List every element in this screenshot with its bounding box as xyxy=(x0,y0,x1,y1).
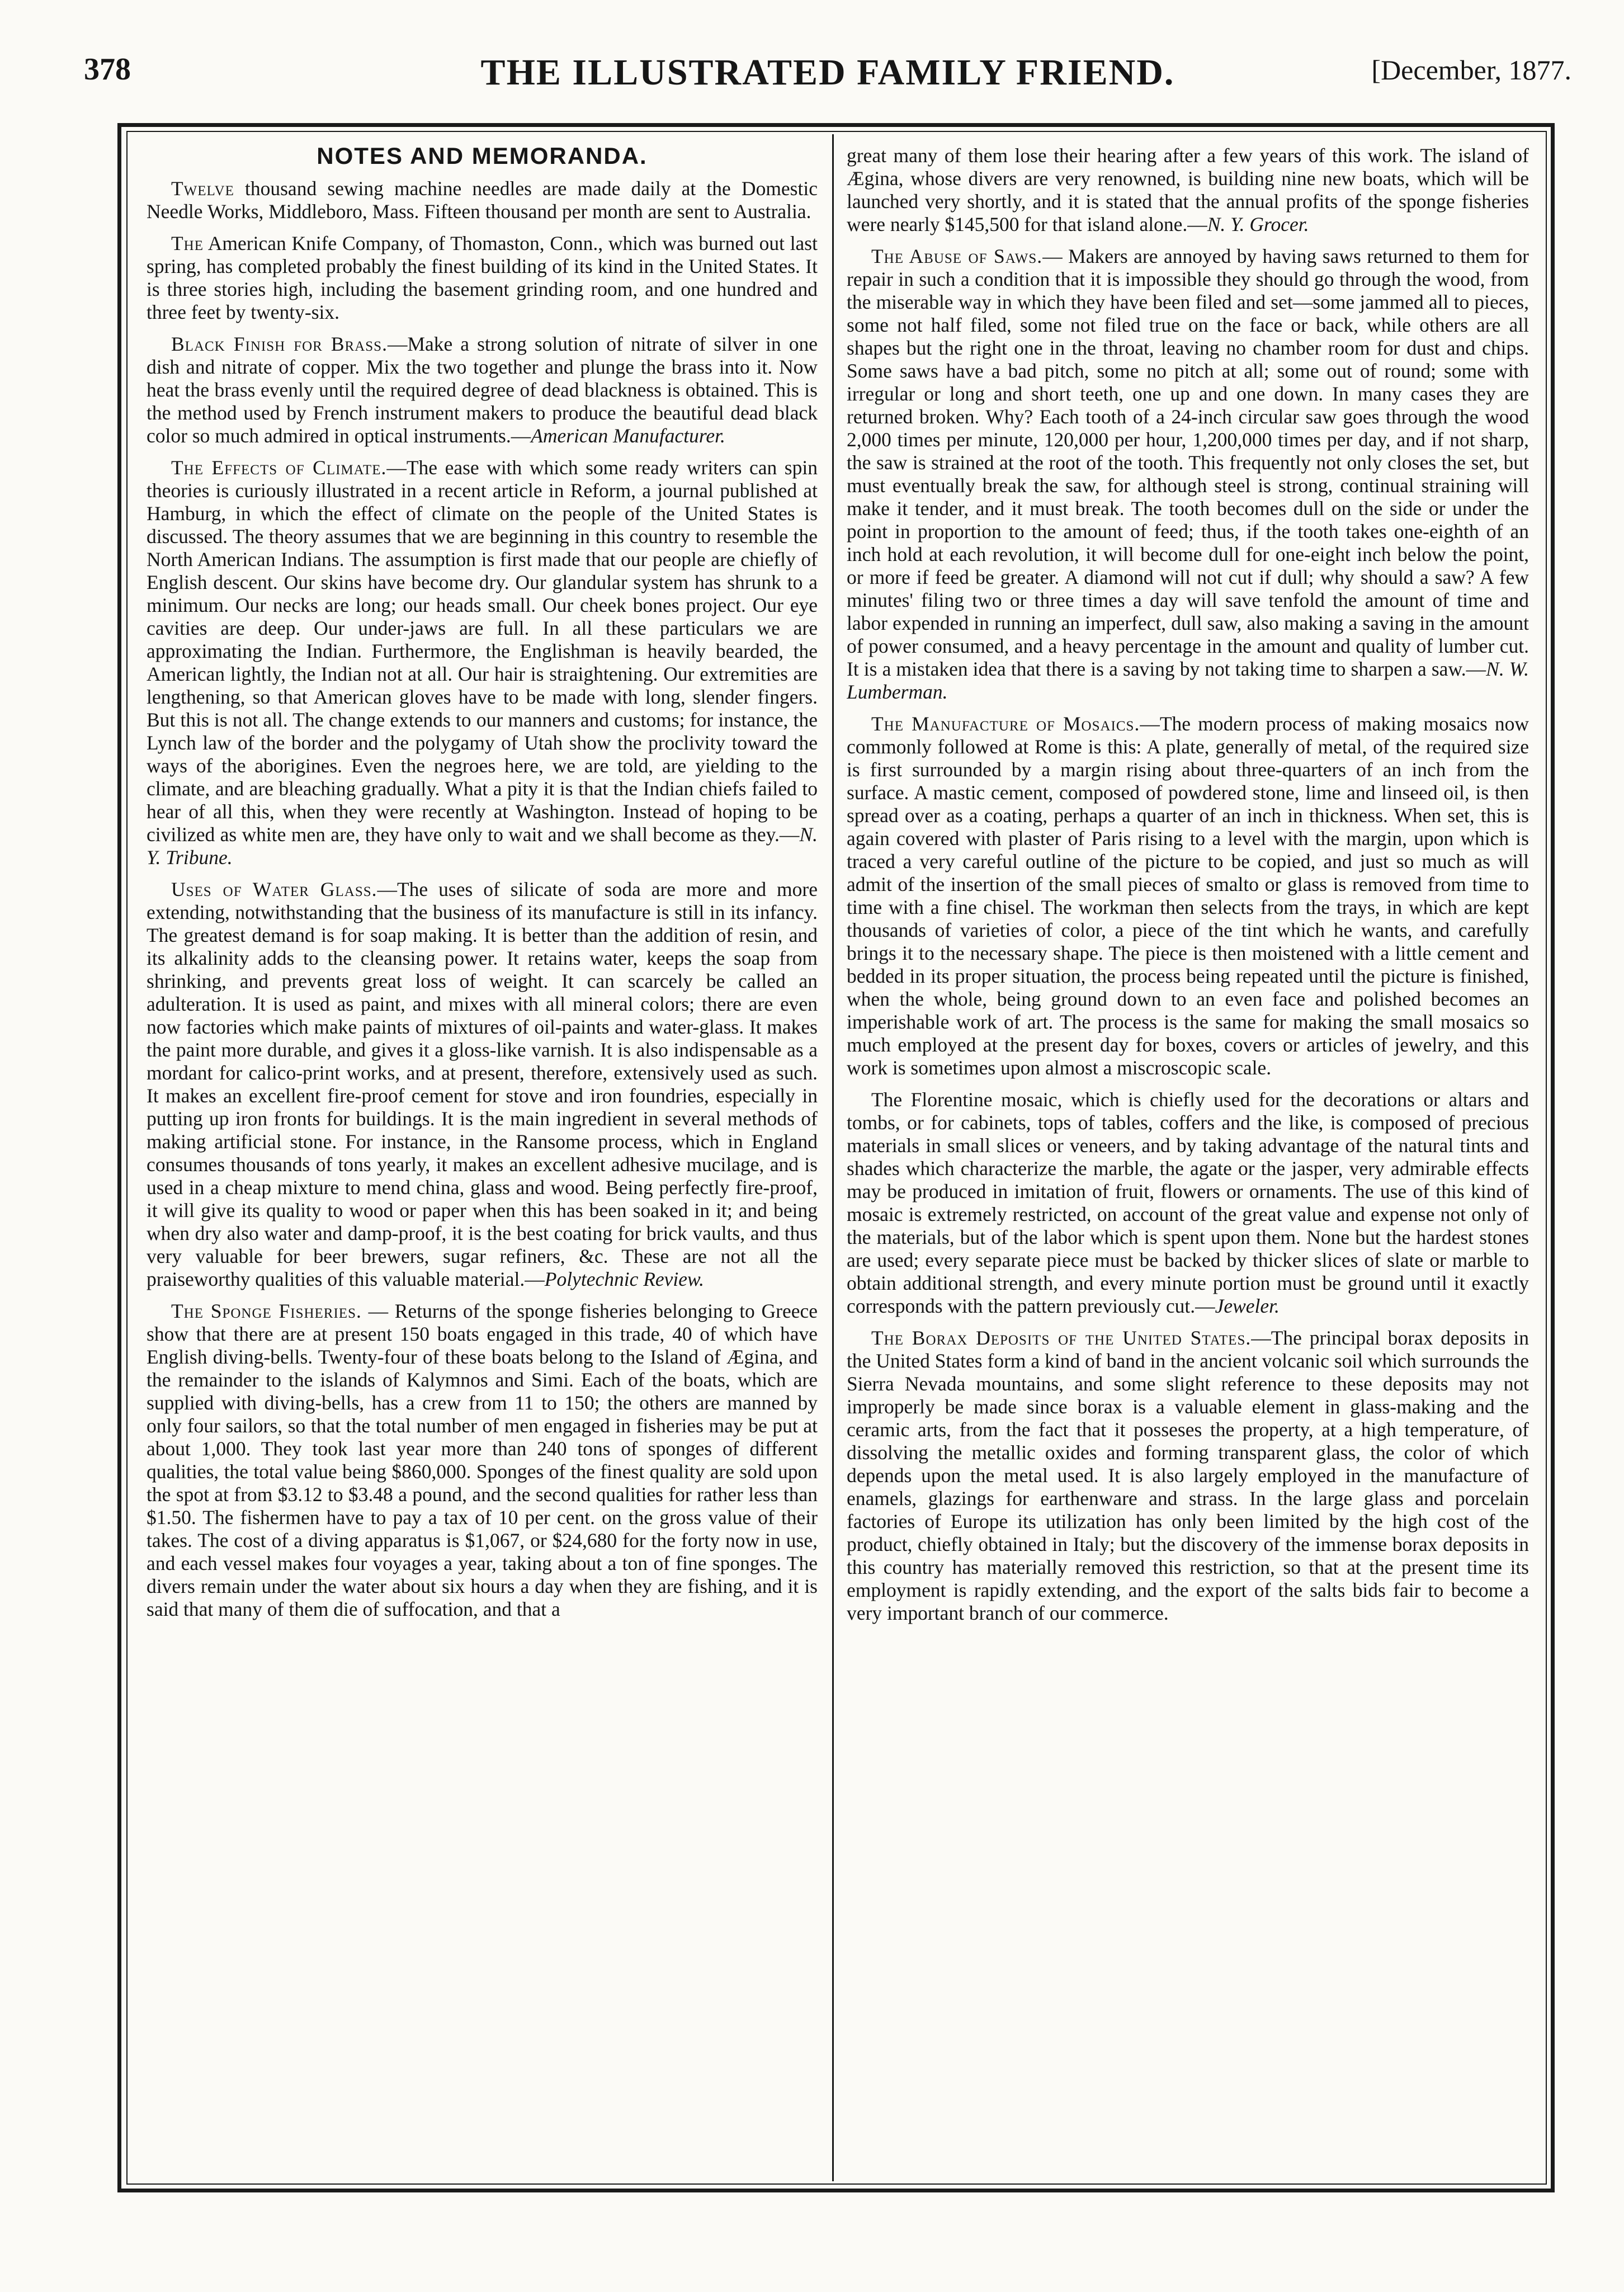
right-column xyxy=(847,144,1529,2163)
article-body: —The ease with which some ready writers can spin theories is curiously illustrated in a recent article in Reform, a journal published at Hamburg, in which the effect of climate on the people of the United States is discussed. The theory assumes that we are beginning in this country to resemble the North American Indians. The assumption is first made that our people are chiefly of English descent. Our skins have become dry. Our glandular system has shrunk to a minimum. Our necks are long; our heads small. Our cheek bones project. Our eye cavities are deep. Our under-jaws are full. In all these particulars we are approximating the Indian. Furthermore, the Englishman is heavily bearded, the American lightly, the Indian not at all. Our hair is straightening. Our extremities are lengthening, so that American gloves have to be made with long, slender fingers. But this is not all. The change extends to our manners and customs; for instance, the Lynch law of the border and the polygamy of Utah show the proclivity toward the ways of the aborigines. Even the negroes here, we are told, are yielding to the climate, and are bleaching gradually. What a pity it is that the Indian chiefs failed to hear of all this, when they were recently at Washington. Instead of hoping to be civilized as white men are, they have only to wait and we shall become as they.— xyxy=(147,456,818,846)
article-body: thousand sewing machine needles are made daily at the Domestic Needle Works, Middleboro, Mass. Fifteen thousand per month are sent to Australia. xyxy=(147,177,818,223)
article-lead: The xyxy=(171,232,204,254)
article-lead: Black Finish for Brass. xyxy=(171,333,388,355)
article-lead: The Effects of Climate. xyxy=(171,456,387,479)
article-body: American Knife Company, of Thomaston, Conn., which was burned out last spring, has completed probably the finest building of its kind in the United States. It is three stories high, including the basement grinding room, and one hundred and three feet by twenty-six. xyxy=(147,232,818,323)
article-florentine-mosaic xyxy=(847,1088,1529,1318)
article-lead: The Sponge Fisheries. xyxy=(171,1300,362,1322)
article-knife-company xyxy=(147,232,818,324)
article-source: Jeweler. xyxy=(1215,1295,1280,1317)
article-lead: The Abuse of Saws. xyxy=(871,245,1043,267)
article-black-finish xyxy=(147,333,818,447)
article-body: — Returns of the sponge fisheries belonging to Greece show that there are at present 150 boats engaged in this trade, 40 of which have English diving-bells. Twenty-four of these boats belong to the Island of Ægina, and the remainder to the islands of Kalymnos and Simi. Each of the boats, which are supplied with diving-bells, has a crew from 11 to 150; the others are manned by only four sailors, so that the total number of men engaged in fisheries may be put at about 1,000. They took last year more than 240 tons of sponges of different qualities, the total value being $860,000. Sponges of the finest quality are sold upon the spot at from $3.12 to $3.48 a pound, and the second qualities for rather less than $1.50. The fishermen have to pay a tax of 10 per cent. on the gross value of their takes. The cost of a diving apparatus is $1,067, or $24,680 for the forty now in use, and each vessel makes four voyages a year, taking about a ton of fine sponges. The divers remain under the water about six hours a day when they are fishing, and it is said that many of them die of suffocation, and that a xyxy=(147,1300,818,1620)
article-lead: Uses of Water Glass. xyxy=(171,878,377,900)
left-column xyxy=(147,144,818,2163)
journal-title: THE ILLUSTRATED FAMILY FRIEND. xyxy=(480,52,1175,93)
article-lead: The Manufacture of Mosaics. xyxy=(871,713,1140,735)
article-source: Polytechnic Review. xyxy=(544,1268,704,1290)
article-source: N. W. Lumberman. xyxy=(847,658,1529,703)
article-borax-deposits xyxy=(847,1327,1529,1625)
article-water-glass xyxy=(147,878,818,1291)
section-title: NOTES AND MEMORANDA. xyxy=(317,144,648,169)
article-body: — Makers are annoyed by having saws returned to them for repair in such a condition that it is impossible they should go through the wood, from the miserable way in which they have been filed and set—some jammed all to pieces, some not half filed, some not filed true on the face or back, while others are all shapes but the right one in the throat, leaving no chamber room for dust and chips. Some saws have a bad pitch, some no pitch at all; some out of round; some with irregular or long and short teeth, one up and one down. In many cases they are returned broken. Why? Each tooth of a 24-inch circular saw goes through the wood 2,000 times per minute, 120,000 per hour, 1,200,000 times per day, and if not sharp, the saw is strained at the root of the tooth. This frequently not only closes the set, but must eventually break the saw, for although steel is strong, continual straining will make it tender, and it must break. The tooth becomes dull on the side or under the point in proportion to the amount of feed; thus, if the tooth takes one-eighth of an inch hold at each revolution, it will become dull for one-eight inch below the point, or more if feed be greater. A diamond will not cut if dull; why should a saw? A few minutes' filing two or three times a day will save tenfold the amount of time and labor expended in running an imperfect, dull saw, also making a saving in the amount of power consumed, and a heavy percentage in the amount and quality of lumber cut. It is a mistaken idea that there is a saving by not taking time to sharpen a saw.— xyxy=(847,245,1529,680)
article-sponge-fisheries xyxy=(147,1300,818,1621)
article-sponge-continued xyxy=(847,144,1529,236)
article-source: N. Y. Tribune. xyxy=(147,823,818,869)
article-body: great many of them lose their hearing after a few years of this work. The island of Ægina, whose divers are very renowned, is building nine new boats, which will be launched very shortly, and it is stated that the annual profits of the sponge fisheries were nearly $145,500 for that island alone.— xyxy=(847,144,1529,235)
running-head xyxy=(84,51,1571,102)
article-effects-of-climate xyxy=(147,456,818,869)
article-body: —Make a strong solution of nitrate of silver in one dish and nitrate of copper. Mix the two together and plunge the brass into it. Now heat the brass evenly until the required degree of dead blackness is obtained. This is the method used by French instrument makers to produce the beautiful dead black color so much admired in optical instruments.— xyxy=(147,333,818,447)
article-body: —The modern process of making mosaics now commonly followed at Rome is this: A plate, generally of metal, of the required size is first surrounded by a margin rising about three-quarters of an inch from the surface. A mastic cement, composed of powdered stone, lime and linseed oil, is then spread over as a coating, perhaps a quarter of an inch in thickness. When set, this is again covered with plaster of Paris rising to a level with the margin, upon which is traced a very careful outline of the picture to be copied, and just so much as will admit of the insertion of the small pieces of smalto or glass is removed from time to time with a fine chisel. The workman then selects from the trays, in which are kept thousands of varieties of color, a piece of the tint which he wants, and carefully brings it to the necessary shape. The piece is then moistened with a little cement and bedded in its proper situation, the process being repeated until the picture is finished, when the whole, being ground down to an even face and polished becomes an imperishable work of art. The process is the same for making the small mosaics so much employed at the present day for boxes, covers or articles of jewelry, and this work is sometimes upon almost a miscroscopic scale. xyxy=(847,713,1529,1079)
article-lead: Twelve xyxy=(171,177,234,200)
column-rule xyxy=(832,134,834,2181)
article-body: The Florentine mosaic, which is chiefly used for the decorations or altars and tombs, or for cabinets, tops of tables, coffers and the like, is composed of precious materials in small slices or veneers, and by taking advantage of the natural tints and shades which characterize the marble, the agate or the jasper, very admirable effects may be produced in imitation of fruit, flowers or ornaments. The use of this kind of mosaic is extremely restricted, on account of the great value and expense not only of the materials, but of the labor which is spent upon them. None but the hardest stones are used; every separate piece must be backed by thicker slices of slate or marble to obtain additional strength, and every minute portion must be ground until it exactly corresponds with the pattern previously cut.— xyxy=(847,1088,1529,1317)
article-body: —The uses of silicate of soda are more and more extending, notwithstanding that the business of its manufacture is still in its infancy. The greatest demand is for soap making. It is better than the addition of resin, and its alkalinity adds to the cleansing power. It retains water, keeps the soap from shrinking, and prevents great loss of weight. It can scarcely be called an adulteration. It is used as paint, and mixes with all mineral colors; there are even now factories which make paints of mixtures of oil-paints and water-glass. It makes the paint more durable, and gives it a gloss-like varnish. It is also indispensable as a mordant for calico-print works, and at present, therefore, extensively used as such. It makes an excellent fire-proof cement for stove and iron foundries, especially in putting up iron fronts for buildings. It is the main ingredient in several methods of making artificial stone. For instance, in the Ransome process, which in England consumes thousands of tons yearly, it makes an excellent adhesive mucilage, and is used in a cheap mixture to mend china, glass and wood. Being perfectly fire-proof, it will give its quality to wood or paper when this has been soaked in it; and being when dry also water and damp-proof, it is the best coating for brick vaults, and thus very valuable for beer brewers, sugar refiners, &c. These are not all the praiseworthy qualities of this valuable material.— xyxy=(147,878,818,1290)
issue-date: [December, 1877. xyxy=(1371,54,1571,86)
article-source: American Manufacturer. xyxy=(531,425,725,447)
article-body: —The principal borax deposits in the United States form a kind of band in the ancient volcanic soil which surrounds the Sierra Nevada mountains, and some slight reference to these deposits may not improperly be made since borax is a valuable element in glass-making and the ceramic arts, from the fact that it posseses the property, at a high temperature, of dissolving the metallic oxides and forming transparent glass, the color of which depends upon the metal used. It is also largely employed in the manufacture of enamels, glazings for earthenware and strass. In the large glass and porcelain factories of Europe its utilization has only been limited by the high cost of the product, chiefly obtained in Italy; but the discovery of the immense borax deposits in this country has materially removed this restriction, so that at the present time its employment is rapidly extending, and the export of the salts bids fair to become a very important branch of our commerce. xyxy=(847,1327,1529,1624)
article-needles xyxy=(147,177,818,223)
article-abuse-of-saws xyxy=(847,245,1529,704)
article-mosaics xyxy=(847,713,1529,1079)
page-number: 378 xyxy=(84,52,131,87)
article-source: N. Y. Grocer. xyxy=(1207,213,1309,235)
article-lead: The Borax Deposits of the United States. xyxy=(871,1327,1252,1349)
